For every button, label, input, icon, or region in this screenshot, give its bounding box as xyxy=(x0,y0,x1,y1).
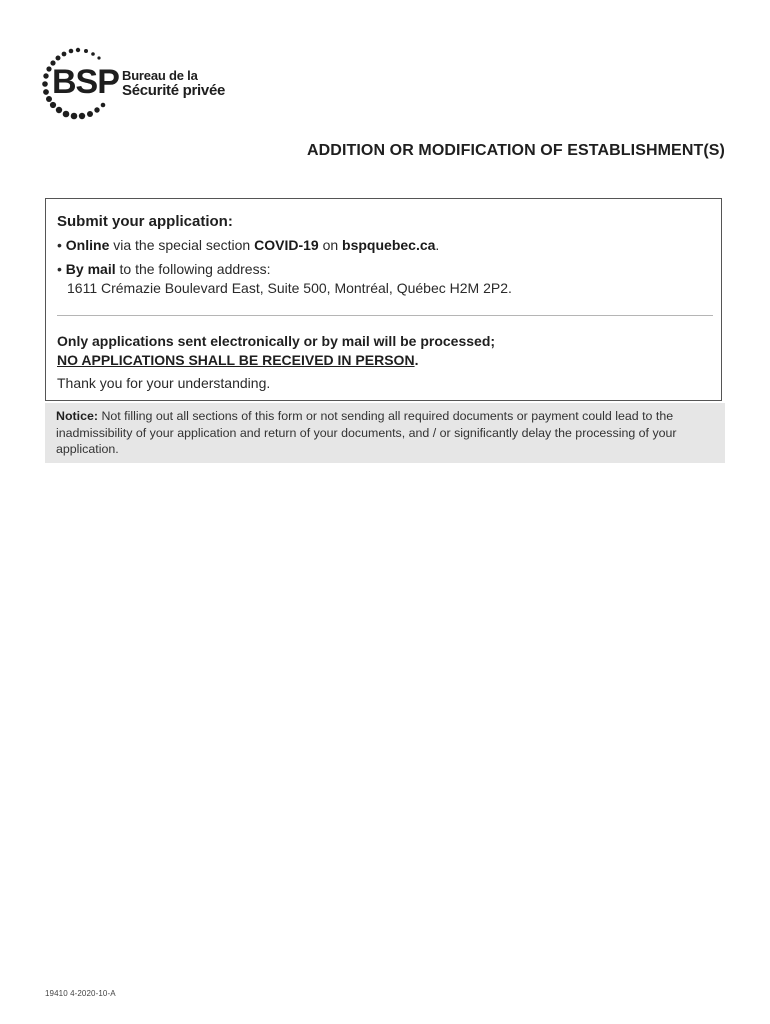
no-in-person-notice xyxy=(57,352,418,368)
online-bullet-item xyxy=(57,237,439,253)
covid-section: COVID-19 xyxy=(254,237,319,253)
online-label: Online xyxy=(65,237,110,253)
bullet-icon: • xyxy=(57,237,62,253)
mailing-address: 1611 Crémazie Boulevard East, Suite 500, Montréal, Québec H2M 2P2. xyxy=(67,280,512,296)
website-link[interactable]: bspquebec.ca xyxy=(342,237,436,253)
no-in-person-end: . xyxy=(414,352,419,368)
online-on: on xyxy=(322,237,339,253)
mail-text: to the following address: xyxy=(119,261,271,277)
no-in-person-text: NO APPLICATIONS SHALL BE RECEIVED IN PERSON xyxy=(57,352,415,368)
mail-label: By mail xyxy=(65,261,116,277)
submit-heading: Submit your application: xyxy=(57,213,233,230)
online-end: . xyxy=(435,237,440,253)
bsp-logo xyxy=(38,44,238,124)
logo-org-name xyxy=(122,69,252,99)
document-title: ADDITION OR MODIFICATION OF ESTABLISHMENT(S) xyxy=(306,142,725,159)
mail-bullet-item xyxy=(57,261,270,277)
submit-application-box xyxy=(45,198,722,401)
logo-org-line1: Bureau de la xyxy=(122,68,198,83)
box-divider xyxy=(57,315,713,316)
notice-label: Notice: xyxy=(56,409,98,423)
processing-notice: Only applications sent electronically or by mail will be processed; xyxy=(57,333,496,349)
logo-org-line2: Sécurité privée xyxy=(122,82,226,99)
thanks-text: Thank you for your understanding. xyxy=(57,375,271,391)
form-code: 19410 4-2020-10-A xyxy=(45,989,116,998)
online-text: via the special section xyxy=(113,237,251,253)
notice-text: Not filling out all sections of this form or not sending all required documents or payment could lead to the inadmissibility of your application and return of your documents, and / or significantly delay the processing of your application. xyxy=(56,409,677,456)
bullet-icon: • xyxy=(57,261,62,277)
notice-panel xyxy=(45,403,725,463)
logo-letters: BSP xyxy=(52,63,119,101)
